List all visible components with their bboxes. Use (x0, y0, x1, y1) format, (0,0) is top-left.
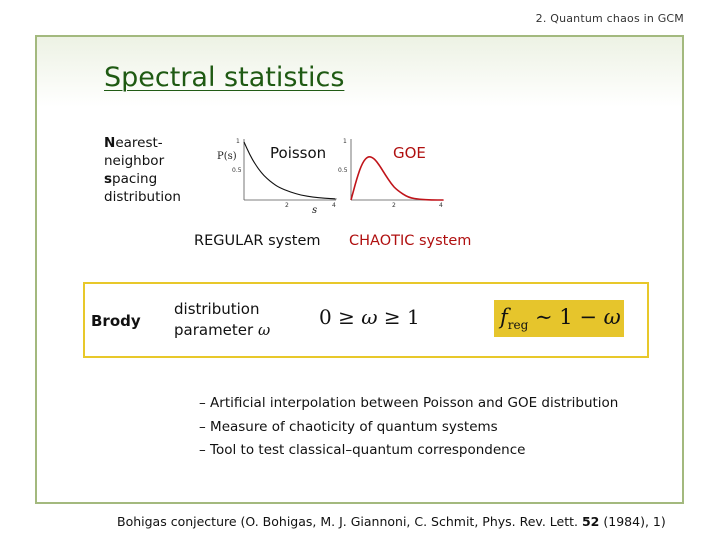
nn-text-4: distribution (104, 189, 181, 205)
citation-suffix: (1984), 1) (603, 514, 666, 529)
citation (117, 514, 666, 529)
slide-title: Spectral statistics (104, 62, 345, 93)
formula-sub-reg: reg (507, 318, 529, 333)
freg-formula (500, 305, 621, 332)
goe-ytick-1: 1 (343, 138, 347, 145)
poisson-label: Poisson (270, 144, 327, 162)
list-item: – Artificial interpolation between Poisson and GOE distribution (199, 395, 619, 411)
citation-prefix: Bohigas conjecture (O. Bohigas, M. J. Giannoni, C. Schmit, Phys. Rev. Lett. (117, 514, 578, 529)
poisson-ytick-05: 0.5 (232, 167, 242, 174)
goe-xtick-2: 2 (392, 202, 396, 209)
citation-volume: 52 (581, 514, 600, 529)
section-header: 2. Quantum chaos in GCM (535, 12, 684, 25)
poisson-ylabel: P(s) (217, 151, 237, 162)
goe-ytick-05: 0.5 (338, 167, 348, 174)
poisson-xtick-2: 2 (285, 202, 289, 209)
range-one: 1 (407, 305, 420, 329)
omega-symbol: ω (257, 321, 271, 339)
nn-text-2: neighbor (104, 153, 165, 169)
range-ge-2: ≥ (383, 305, 401, 329)
list-item: – Measure of chaoticity of quantum systems (199, 418, 498, 435)
formula-sim: ∼ (535, 305, 553, 329)
formula-f: f (500, 305, 508, 329)
list-item: – Tool to test classical–quantum correspondence (199, 442, 526, 458)
distribution-parameter (174, 299, 270, 341)
range-ge-1: ≥ (338, 305, 355, 329)
range-omega: ω (361, 305, 378, 329)
formula-minus: − (579, 305, 597, 329)
omega-range (319, 305, 420, 329)
poisson-ytick-1: 1 (236, 138, 240, 145)
poisson-xtick-4: 4 (332, 202, 336, 209)
goe-plot (334, 134, 449, 216)
nn-spacing-description (104, 134, 214, 206)
goe-label: GOE (393, 144, 426, 162)
range-zero: 0 (319, 305, 332, 329)
poisson-xlabel: s (312, 205, 318, 216)
regular-system-caption: REGULAR system (194, 233, 321, 249)
brody-label: Brody (91, 312, 141, 330)
goe-curve (351, 157, 443, 200)
nn-letter-s: s (104, 171, 113, 187)
dist-param-line2: parameter (174, 321, 254, 339)
chaotic-system-caption: CHAOTIC system (349, 233, 472, 249)
formula-one: 1 (559, 305, 573, 329)
goe-xtick-4: 4 (439, 202, 443, 209)
nn-letter-n: N (104, 135, 116, 151)
brody-properties-list (199, 392, 618, 463)
nn-text-3: pacing (112, 171, 158, 187)
dist-param-line1: distribution (174, 300, 260, 318)
formula-omega: ω (603, 305, 621, 329)
nn-text-1: earest- (115, 135, 163, 151)
